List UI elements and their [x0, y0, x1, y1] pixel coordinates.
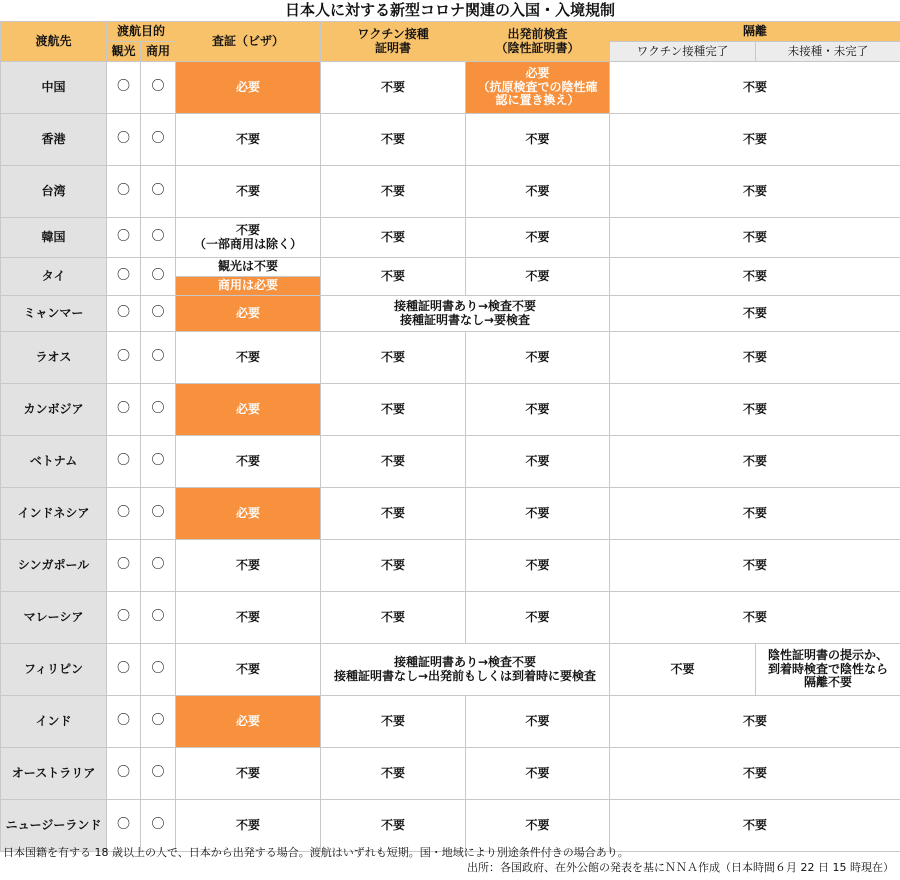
pretest-cell: 不要	[466, 114, 610, 166]
purpose-business-mark: 〇	[141, 62, 176, 114]
quarantine-cell: 不要	[610, 332, 900, 384]
destination-name: フィリピン	[1, 644, 107, 696]
purpose-business-mark: 〇	[141, 384, 176, 436]
header-business: 商用	[141, 42, 176, 62]
header-pretest: 出発前検査 （陰性証明書）	[466, 22, 610, 62]
quarantine-cell: 不要	[610, 540, 900, 592]
header-quarantine: 隔離	[610, 22, 900, 42]
pretest-cell: 不要	[466, 218, 610, 258]
purpose-business-mark: 〇	[141, 436, 176, 488]
purpose-business-mark: 〇	[141, 644, 176, 696]
destination-name: 中国	[1, 62, 107, 114]
purpose-tourism-mark: 〇	[107, 696, 141, 748]
pretest-cell: 不要	[466, 800, 610, 852]
purpose-tourism-mark: 〇	[107, 748, 141, 800]
destination-name: インド	[1, 696, 107, 748]
header-destination: 渡航先	[1, 22, 107, 62]
table-row	[1, 332, 900, 384]
purpose-tourism-mark: 〇	[107, 800, 141, 852]
purpose-business-mark: 〇	[141, 296, 176, 332]
visa-cell: 不要	[176, 592, 321, 644]
purpose-business-mark: 〇	[141, 748, 176, 800]
purpose-business-mark: 〇	[141, 540, 176, 592]
footer-note: 日本国籍を有する 18 歳以上の人で、日本から出発する場合。渡航はいずれも短期。国・地域により別途条件付きの場合あり。	[3, 846, 629, 859]
purpose-tourism-mark: 〇	[107, 166, 141, 218]
regulations-table	[0, 21, 900, 852]
table-row	[1, 540, 900, 592]
vaccine-cert-cell: 不要	[321, 384, 466, 436]
quarantine-unvaccinated-cell: 陰性証明書の提示か、 到着時検査で陰性なら 隔離不要	[756, 644, 900, 696]
table-row	[1, 592, 900, 644]
purpose-business-mark: 〇	[141, 258, 176, 296]
header-tourism: 観光	[107, 42, 141, 62]
pretest-cell: 必要 （抗原検査での陰性確 認に置き換え）	[466, 62, 610, 114]
quarantine-cell: 不要	[610, 62, 900, 114]
purpose-tourism-mark: 〇	[107, 296, 141, 332]
destination-name: 韓国	[1, 218, 107, 258]
table-row	[1, 258, 900, 277]
quarantine-cell: 不要	[610, 384, 900, 436]
purpose-tourism-mark: 〇	[107, 540, 141, 592]
quarantine-cell: 不要	[610, 592, 900, 644]
vaccine-cert-cell: 不要	[321, 218, 466, 258]
vaccine-cert-cell: 不要	[321, 696, 466, 748]
visa-business-cell: 商用は必要	[176, 277, 321, 296]
pretest-cell: 不要	[466, 436, 610, 488]
pretest-cell: 不要	[466, 696, 610, 748]
destination-name: 香港	[1, 114, 107, 166]
purpose-tourism-mark: 〇	[107, 488, 141, 540]
purpose-business-mark: 〇	[141, 166, 176, 218]
footer-source: 出所：各国政府、在外公館の発表を基にＮＮＡ作成（日本時間６月 22 日 15 時現在）	[467, 861, 894, 874]
purpose-business-mark: 〇	[141, 218, 176, 258]
quarantine-cell: 不要	[610, 258, 900, 296]
visa-cell: 必要	[176, 488, 321, 540]
quarantine-cell: 不要	[610, 296, 900, 332]
vaccine-cert-cell: 不要	[321, 258, 466, 296]
vaccine-cert-cell: 不要	[321, 114, 466, 166]
purpose-business-mark: 〇	[141, 592, 176, 644]
pretest-cell: 不要	[466, 748, 610, 800]
table-row	[1, 696, 900, 748]
quarantine-cell: 不要	[610, 218, 900, 258]
header-vaccine-cert: ワクチン接種 証明書	[321, 22, 466, 62]
page-title: 日本人に対する新型コロナ関連の入国・入境規制	[284, 1, 615, 19]
vaccine-cert-cell: 不要	[321, 436, 466, 488]
pretest-cell: 不要	[466, 332, 610, 384]
table-row	[1, 644, 900, 696]
pretest-cell: 不要	[466, 488, 610, 540]
destination-name: ミャンマー	[1, 296, 107, 332]
purpose-tourism-mark: 〇	[107, 114, 141, 166]
visa-cell: 必要	[176, 62, 321, 114]
visa-cell: 不要	[176, 800, 321, 852]
purpose-business-mark: 〇	[141, 800, 176, 852]
visa-cell: 不要	[176, 114, 321, 166]
visa-cell: 必要	[176, 296, 321, 332]
vaccine-cert-cell: 不要	[321, 540, 466, 592]
destination-name: タイ	[1, 258, 107, 296]
visa-cell: 不要	[176, 332, 321, 384]
purpose-tourism-mark: 〇	[107, 62, 141, 114]
purpose-tourism-mark: 〇	[107, 592, 141, 644]
purpose-tourism-mark: 〇	[107, 436, 141, 488]
header-visa: 査証（ビザ）	[176, 22, 321, 62]
vaccine-cert-cell: 不要	[321, 488, 466, 540]
pretest-cell: 不要	[466, 384, 610, 436]
table-row	[1, 114, 900, 166]
vaccine-cert-cell: 不要	[321, 62, 466, 114]
purpose-tourism-mark: 〇	[107, 644, 141, 696]
purpose-tourism-mark: 〇	[107, 384, 141, 436]
quarantine-cell: 不要	[610, 696, 900, 748]
visa-cell: 不要	[176, 166, 321, 218]
footer	[0, 845, 900, 875]
header-unvaccinated: 未接種・未完了	[756, 42, 900, 62]
table-row	[1, 296, 900, 332]
header-vaccinated: ワクチン接種完了	[610, 42, 756, 62]
purpose-business-mark: 〇	[141, 114, 176, 166]
table-row	[1, 384, 900, 436]
pretest-cell: 不要	[466, 540, 610, 592]
purpose-business-mark: 〇	[141, 488, 176, 540]
vaccine-pretest-combined-cell: 接種証明書あり→検査不要 接種証明書なし→要検査	[321, 296, 610, 332]
vaccine-pretest-combined-cell: 接種証明書あり→検査不要 接種証明書なし→出発前もしくは到着時に要検査	[321, 644, 610, 696]
visa-cell: 必要	[176, 696, 321, 748]
table-row	[1, 218, 900, 258]
destination-name: オーストラリア	[1, 748, 107, 800]
purpose-business-mark: 〇	[141, 696, 176, 748]
destination-name: カンボジア	[1, 384, 107, 436]
destination-name: シンガポール	[1, 540, 107, 592]
quarantine-vaccinated-cell: 不要	[610, 644, 756, 696]
vaccine-cert-cell: 不要	[321, 592, 466, 644]
vaccine-cert-cell: 不要	[321, 332, 466, 384]
pretest-cell: 不要	[466, 592, 610, 644]
table-row	[1, 62, 900, 114]
quarantine-cell: 不要	[610, 114, 900, 166]
visa-cell: 不要	[176, 540, 321, 592]
purpose-tourism-mark: 〇	[107, 258, 141, 296]
purpose-tourism-mark: 〇	[107, 218, 141, 258]
purpose-business-mark: 〇	[141, 332, 176, 384]
visa-cell: 不要 （一部商用は除く）	[176, 218, 321, 258]
purpose-tourism-mark: 〇	[107, 332, 141, 384]
quarantine-cell: 不要	[610, 488, 900, 540]
visa-cell: 必要	[176, 384, 321, 436]
quarantine-cell: 不要	[610, 800, 900, 852]
quarantine-cell: 不要	[610, 166, 900, 218]
table-row	[1, 800, 900, 852]
vaccine-cert-cell: 不要	[321, 166, 466, 218]
pretest-cell: 不要	[466, 258, 610, 296]
destination-name: インドネシア	[1, 488, 107, 540]
visa-cell: 不要	[176, 748, 321, 800]
quarantine-cell: 不要	[610, 748, 900, 800]
table-row	[1, 166, 900, 218]
table-row	[1, 436, 900, 488]
visa-tourism-cell: 観光は不要	[176, 258, 321, 277]
destination-name: ニュージーランド	[1, 800, 107, 852]
table-row	[1, 488, 900, 540]
table-row	[1, 748, 900, 800]
destination-name: ラオス	[1, 332, 107, 384]
vaccine-cert-cell: 不要	[321, 748, 466, 800]
destination-name: マレーシア	[1, 592, 107, 644]
pretest-cell: 不要	[466, 166, 610, 218]
destination-name: 台湾	[1, 166, 107, 218]
destination-name: ベトナム	[1, 436, 107, 488]
vaccine-cert-cell: 不要	[321, 800, 466, 852]
visa-cell: 不要	[176, 436, 321, 488]
visa-cell: 不要	[176, 644, 321, 696]
quarantine-cell: 不要	[610, 436, 900, 488]
header-purpose: 渡航目的	[107, 22, 176, 42]
